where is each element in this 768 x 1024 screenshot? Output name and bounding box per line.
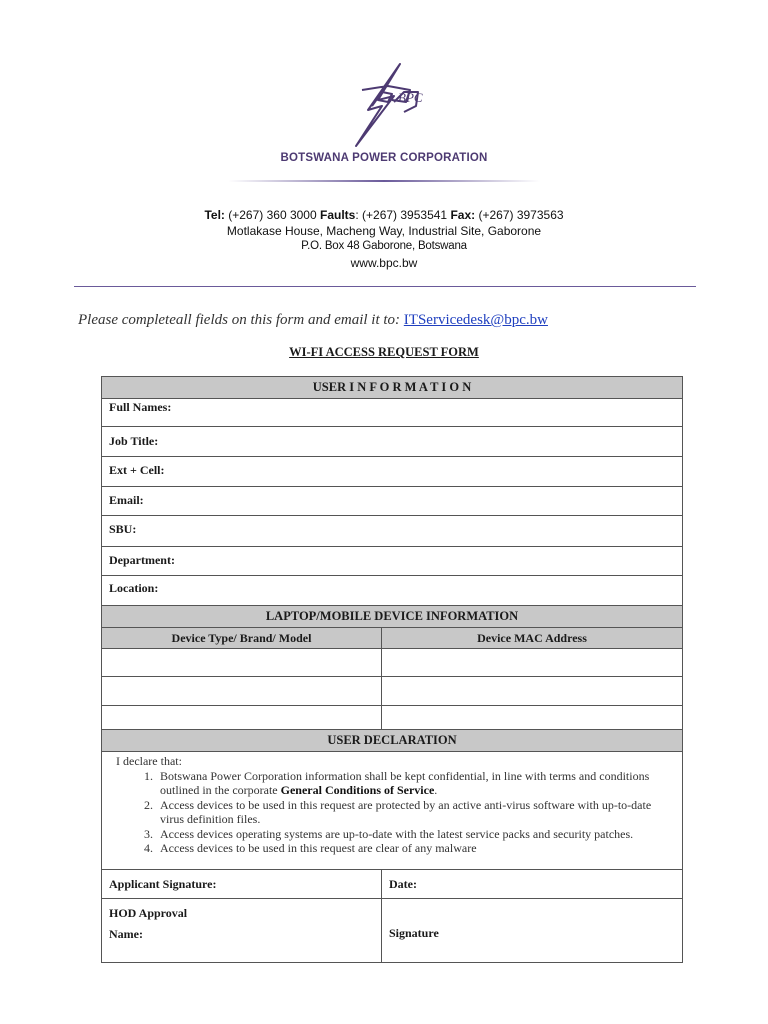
field-job-title[interactable] <box>102 427 682 457</box>
header-divider <box>74 286 696 287</box>
hod-approval-cell[interactable] <box>102 899 382 962</box>
device-row <box>102 706 682 730</box>
field-label: Location: <box>109 581 159 595</box>
logo-initials: BPC <box>398 90 423 105</box>
declaration-body <box>102 752 682 870</box>
mac-address-cell[interactable] <box>382 706 682 729</box>
device-type-cell[interactable] <box>102 677 382 705</box>
applicant-row <box>102 870 682 899</box>
contact-phones <box>0 208 768 222</box>
field-email[interactable] <box>102 487 682 516</box>
column-mac-address: Device MAC Address <box>477 631 587 645</box>
tel-label: Tel: <box>204 208 225 222</box>
declaration-list <box>116 769 674 856</box>
field-sbu[interactable] <box>102 516 682 547</box>
field-department[interactable] <box>102 547 682 576</box>
servicedesk-email-link[interactable]: ITServicedesk@bpc.bw <box>403 312 548 328</box>
applicant-signature-field[interactable]: Applicant Signature: <box>102 870 382 898</box>
device-row <box>102 677 682 706</box>
field-label: Ext + Cell: <box>109 463 165 477</box>
device-type-cell[interactable] <box>102 706 382 729</box>
declaration-item: 1. Botswana Power Corporation information shall be kept confidential, in line with terms and conditions outlined in the corporate General Conditions of Service. <box>156 769 674 798</box>
logo-divider <box>228 180 540 182</box>
wifi-request-form <box>101 376 683 963</box>
hod-approval-label: HOD Approval <box>109 906 188 920</box>
field-label: Full Names: <box>109 400 172 414</box>
hod-name-label: Name: <box>109 927 143 941</box>
mac-address-cell[interactable] <box>382 677 682 705</box>
tel-value: (+267) 360 3000 <box>228 208 317 222</box>
contact-address: Motlakase House, Macheng Way, Industrial Site, Gaborone <box>226 224 542 238</box>
company-name: BOTSWANA POWER CORPORATION <box>280 152 488 164</box>
instruction-label: Please completeall fields on this form and email it to: <box>78 312 404 328</box>
fax-value: (+267) 3973563 <box>478 208 564 222</box>
faults-value: : (+267) 3953541 <box>355 208 448 222</box>
field-location[interactable] <box>102 576 682 606</box>
device-type-cell[interactable] <box>102 649 382 676</box>
declaration-item: 4. Access devices to be used in this request are clear of any malware <box>156 841 674 856</box>
field-label: Email: <box>109 493 144 507</box>
contact-website[interactable]: www.bpc.bw <box>350 256 418 270</box>
hod-signature-field[interactable]: Signature <box>389 926 439 940</box>
declaration-item: 2. Access devices to be used in this request are protected by an active anti-virus software with up-to-date virus definition files. <box>156 798 674 827</box>
fax-label: Fax: <box>450 208 476 222</box>
bpc-logo <box>348 62 424 150</box>
device-columns-header <box>102 628 682 649</box>
declaration-heading: USER DECLARATION <box>102 730 682 752</box>
form-title: WI-FI ACCESS REQUEST FORM <box>289 345 479 359</box>
faults-label: Faults <box>320 208 356 222</box>
instruction-text <box>78 312 548 329</box>
user-info-heading: USER I N F O R M A T I O N <box>102 377 682 399</box>
device-info-heading: LAPTOP/MOBILE DEVICE INFORMATION <box>102 606 682 628</box>
field-label: Job Title: <box>109 434 159 448</box>
declaration-item: 3. Access devices operating systems are up-to-date with the latest service packs and security patches. <box>156 827 674 842</box>
declaration-intro: I declare that: <box>116 754 182 768</box>
device-row <box>102 649 682 677</box>
field-label: Department: <box>109 553 175 567</box>
field-ext-cell[interactable] <box>102 457 682 487</box>
date-field[interactable]: Date: <box>389 877 417 891</box>
column-device-type: Device Type/ Brand/ Model <box>102 628 382 648</box>
contact-po-box: P.O. Box 48 Gaborone, Botswana <box>301 240 467 252</box>
field-full-names[interactable] <box>102 399 682 427</box>
mac-address-cell[interactable] <box>382 649 682 676</box>
field-label: SBU: <box>109 522 137 536</box>
hod-row <box>102 899 682 962</box>
